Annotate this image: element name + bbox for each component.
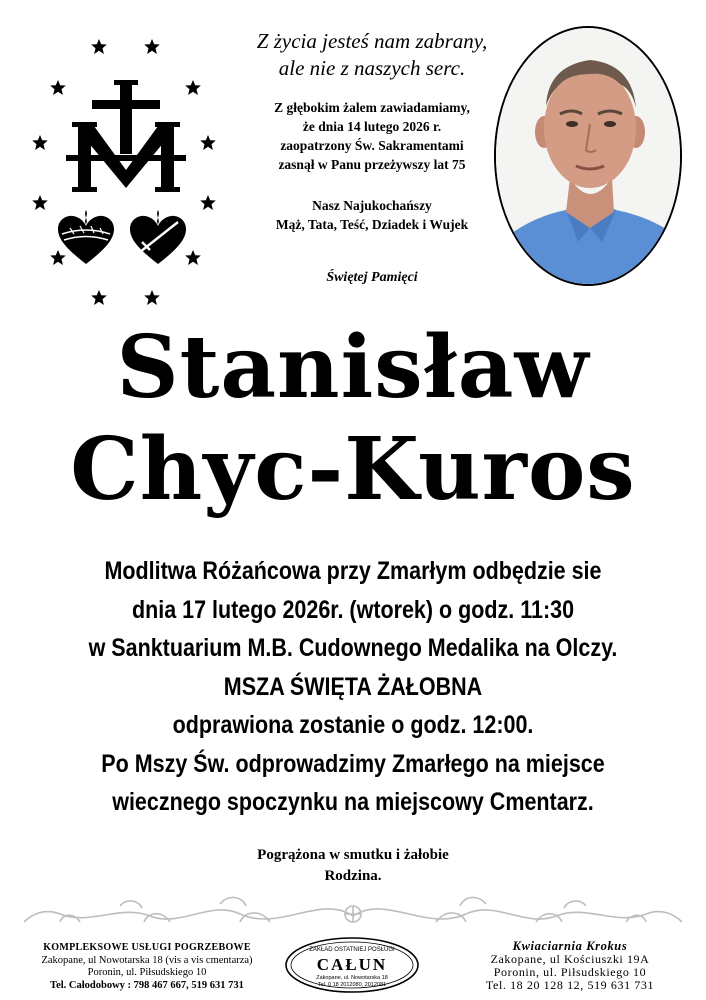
logo-address-text: Zakopane, ul. Nowotarska 18 (316, 975, 388, 981)
florist-title: Kwiaciarnia Krokus (512, 939, 628, 953)
florist-phone: Tel. 18 20 128 12, 519 631 731 (485, 978, 655, 992)
calun-logo (282, 934, 422, 996)
logo-name-text: CAŁUN (316, 955, 388, 974)
floral-ornament-icon (20, 892, 686, 940)
funeral-services-phone: Tel. Całodobowy : 798 467 667, 519 631 731 (50, 979, 244, 991)
ceremony-line: MSZA ŚWIĘTA ŻAŁOBNA (223, 672, 483, 701)
florist-address: Poronin, ul. Piłsudskiego 10 (493, 965, 647, 979)
logo-top-text: ZAKŁAD OSTATNIEJ POSŁUGI (309, 947, 395, 953)
deceased-last-name: Chyc-Kuros (70, 419, 636, 520)
deceased-first-name: Stanisław (116, 317, 590, 418)
death-notice (222, 98, 522, 174)
memorial-quote (222, 28, 522, 82)
notice-line: zasnął w Panu przeżywszy lat 75 (278, 157, 466, 172)
ceremony-line: Modlitwa Różańcowa przy Zmarłym odbędzie sie (104, 557, 602, 585)
sacred-heart-icon (58, 210, 114, 264)
family-desc-line: Mąż, Tata, Teść, Dziadek i Wujek (275, 217, 469, 232)
florist-address: Zakopane, ul Kościuszki 19A (490, 952, 650, 966)
funeral-services-title: KOMPLEKSOWE USŁUGI POGRZEBOWE (43, 942, 251, 953)
ceremony-line: Po Mszy Św. odprowadzimy Zmarłego na miejsce (101, 749, 605, 778)
notice-line: Z głębokim żalem zawiadamiamy, (274, 100, 470, 115)
mourners-signature (0, 845, 706, 887)
mourners-line: Rodzina. (324, 868, 382, 884)
portrait-image (496, 28, 682, 286)
ceremony-line: dnia 17 lutego 2026r. (wtorek) o godz. 11:30 (131, 595, 575, 624)
florist-info (446, 940, 694, 992)
family-description (222, 196, 522, 234)
marian-monogram-icon (66, 80, 186, 192)
funeral-services-address: Poronin, ul. Piłsudskiego 10 (87, 967, 207, 978)
funeral-services-address: Zakopane, ul Nowotarska 18 (vis a vis cmentarza) (41, 954, 253, 966)
in-memory-label: Świętej Pamięci (326, 270, 418, 285)
ceremony-line: wiecznego spoczynku na miejscowy Cmentarz. (112, 788, 594, 816)
family-desc-line: Nasz Najukochańszy (312, 198, 432, 213)
logo-phone-text: Tel. 0 18 2012080, 2012081 (317, 982, 387, 988)
marian-emblem (28, 30, 218, 310)
mourners-line: Pogrążona w smutku i żałobie (257, 847, 449, 863)
funeral-services-info (12, 942, 282, 992)
quote-line: ale nie z naszych serc. (278, 56, 466, 80)
notice-line: zaopatrzony Św. Sakramentami (280, 138, 464, 153)
immaculate-heart-icon (130, 210, 186, 264)
notice-line: że dnia 14 lutego 2026 r. (302, 119, 442, 134)
ceremony-details (49, 552, 656, 822)
ceremony-line: odprawiona zostanie o godz. 12:00. (172, 711, 534, 739)
ceremony-line: w Sanktuarium M.B. Cudownego Medalika na Olczy. (88, 634, 618, 662)
quote-line: Z życia jesteś nam zabrany, (256, 29, 488, 53)
portrait-photo (494, 26, 682, 286)
